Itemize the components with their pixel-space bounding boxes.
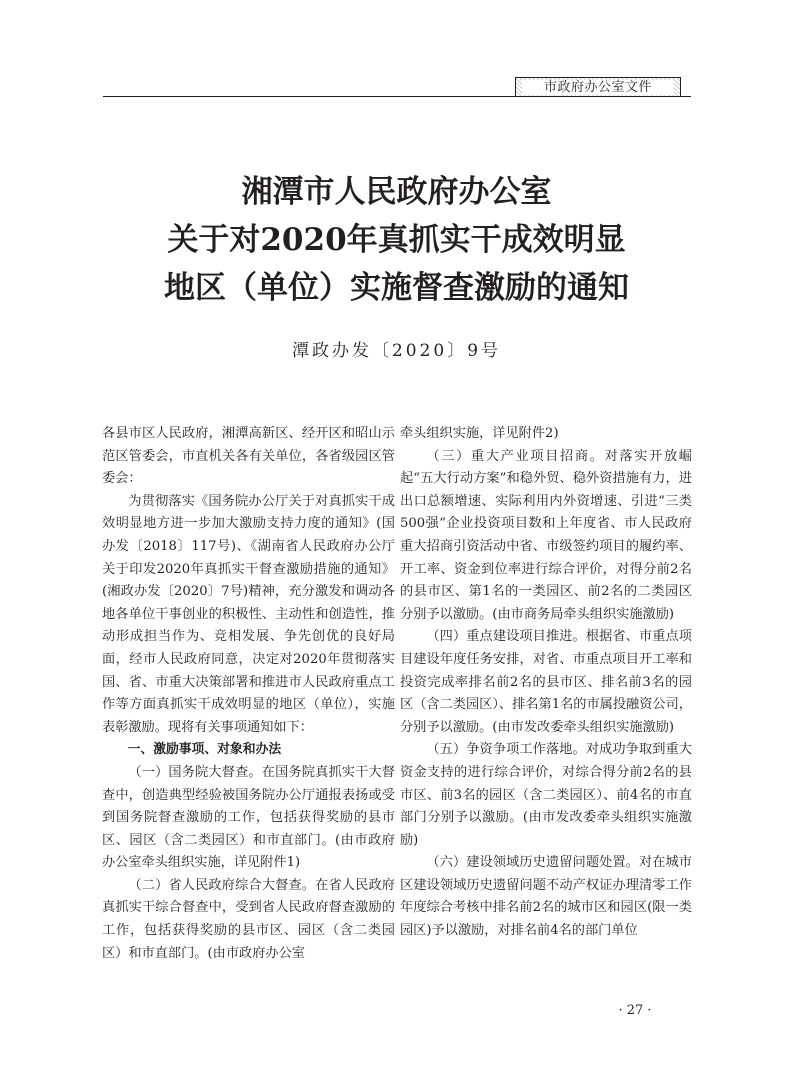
continued-paragraph: 牵头组织实施，详见附件2) xyxy=(400,426,559,441)
item-paragraph: （三）重大产业项目招商。对落实开放崛起“五大行动方案”和稳外贸、稳外资措施有力，进出口总额增速、实际利用内外资增速、引进“三类500强”企业投资项目数和上年度省、市人民政府重大招商引资活动中省、市级签约项目的履约率、开工率、资金到位率进行综合评价，对得分前2名的县市区、第1名的一类园区、前2名的二类园区分别予以激励。(由市商务局牵头组织实施激励) xyxy=(400,448,692,622)
title-line-1: 湘潭市人民政府办公室 xyxy=(241,174,552,210)
header-section-label: 市政府办公室文件 xyxy=(522,80,674,95)
item-paragraph: （五）争资争项工作落地。对成功争取到重大资金支持的进行综合评价，对综合得分前2名的县市区、前3名的园区（含二类园区）、前4名的市直部门分别予以激励。(由市发改委牵头组织实施激励) xyxy=(400,742,692,848)
title-line-2: 关于对2020年真抓实干成效明显 xyxy=(167,222,626,258)
section-heading: 一、激励事项、对象和办法 xyxy=(127,742,282,758)
title-line-3: 地区（单位）实施督查激励的通知 xyxy=(164,270,629,306)
item-paragraph: （二）省人民政府综合大督查。在省人民政府真抓实干综合督查中，受到省人民政府督查激励的工作，包括获得奖励的县市区、园区（含二类园区）和市直部门。(由市政府办公室 xyxy=(102,877,395,961)
addressee-paragraph: 各县市区人民政府，湘潭高新区、经开区和昭山示范区管委会，市直机关各有关单位，各省级园区管委会： xyxy=(102,426,395,487)
item-paragraph: （六）建设领域历史遗留问题处置。对在城市区建设领域历史遗留问题不动产权证办理清零工作年度综合考核中排名前2名的城市区和园区(限一类园区)予以激励，对排名前4名的部门单位 xyxy=(400,855,692,939)
left-column xyxy=(102,423,395,965)
item-paragraph: （一）国务院大督查。在国务院真抓实干大督查中，创造典型经验被国务院办公厅通报表扬或受到国务院督查激励的工作，包括获得奖励的县市区、园区（含二类园区）和市直部门。(由市政府办公室牵头组织实施，详见附件1) xyxy=(102,764,395,871)
right-column xyxy=(400,423,692,943)
page-number: · 27 · xyxy=(618,1003,652,1018)
header-rule xyxy=(103,96,691,97)
document-number: 潭政办发〔2020〕9号 xyxy=(291,341,502,361)
preamble-paragraph: 为贯彻落实《国务院办公厅关于对真抓实干成效明显地方进一步加大激励支持力度的通知》(国办发〔2018〕117号)、《湖南省人民政府办公厅关于印发2020年真抓实干督查激励措施的通知》(湘政办发〔2020〕7号)精神，充分激发和调动各地各单位干事创业的积极性、主动性和创造性，推动形成担当作为、竞相发展、争先创优的良好局面，经市人民政府同意，决定对2020年贯彻落实国、省、市重大决策部署和推进市人民政府重点工作等方面真抓实干成效明显的地区（单位），实施表彰激励。现将有关事项通知如下： xyxy=(102,493,395,735)
header-section-tag xyxy=(515,77,681,96)
item-paragraph: （四）重点建设项目推进。根据省、市重点项目建设年度任务安排，对省、市重点项目开工率和投资完成率排名前2名的县市区、排名前3名的园区（含二类园区）、排名第1名的市属投融资公司，分别予以激励。(由市发改委牵头组织实施激励) xyxy=(400,629,692,735)
